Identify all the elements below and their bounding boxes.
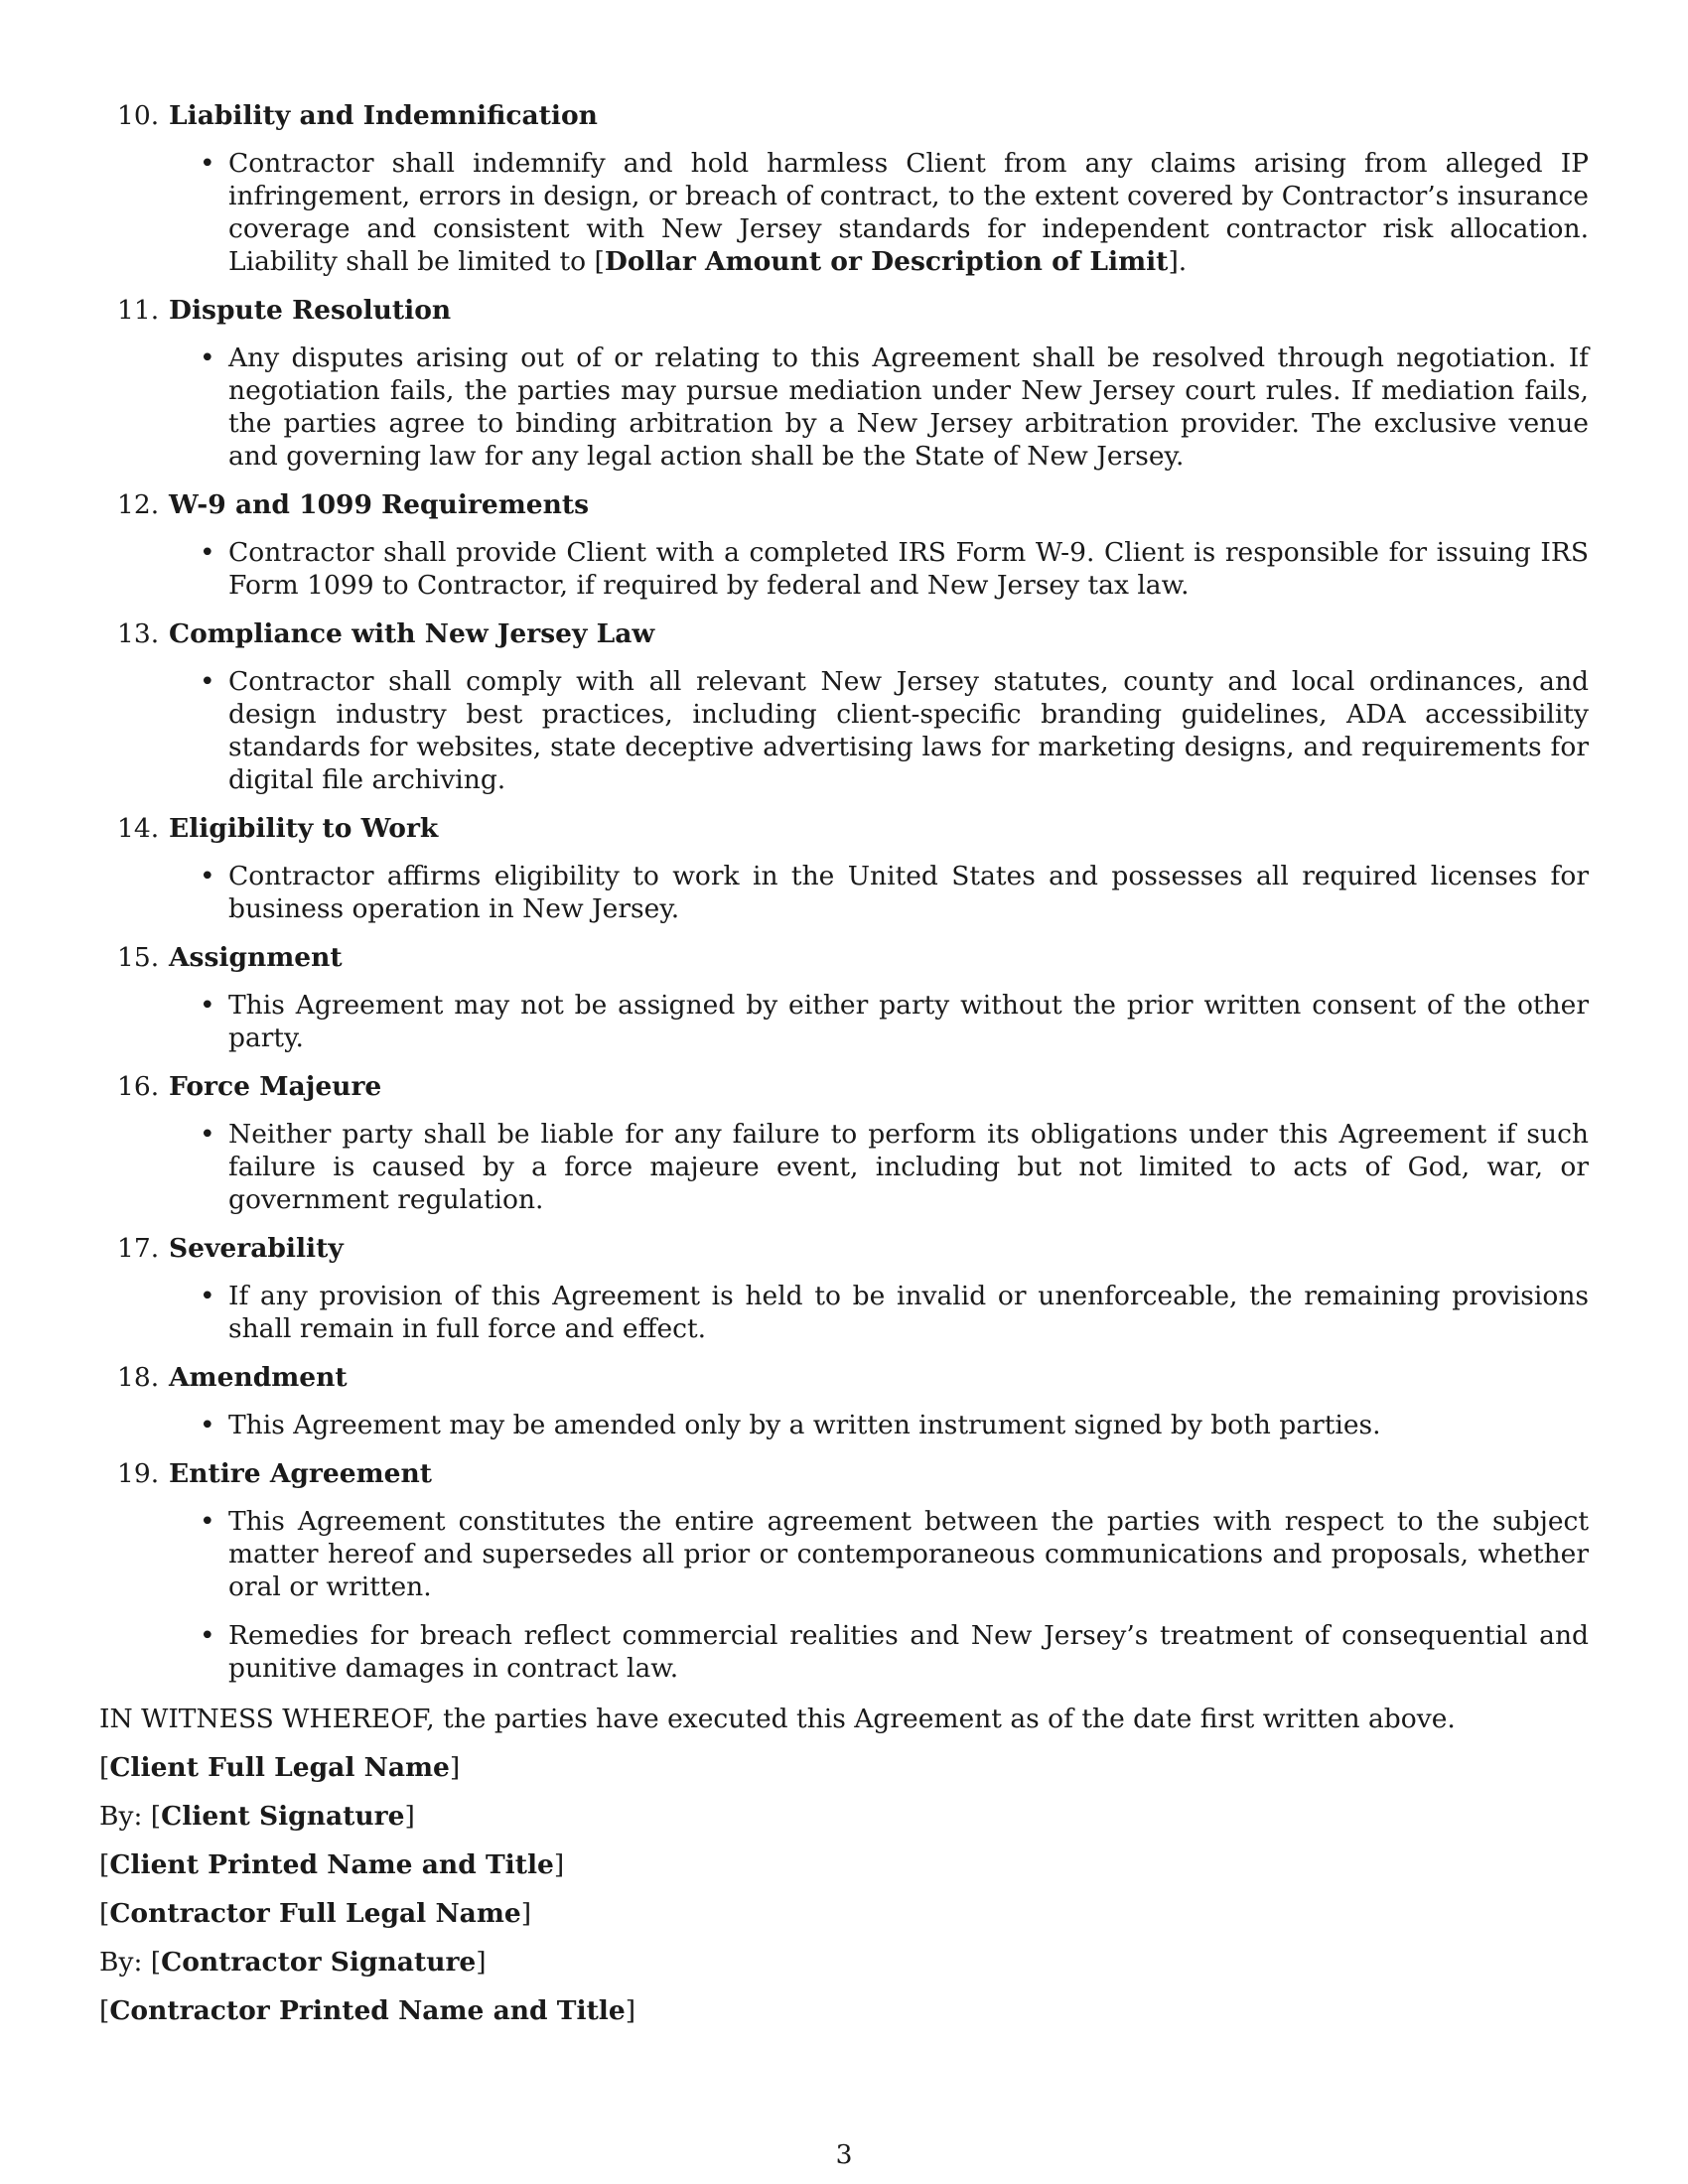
section-number: 15.	[117, 942, 160, 973]
bullet-icon: •	[200, 1281, 215, 1311]
bullet-text: Contractor shall comply with all relevant New Jersey statutes, county and local ordinances, and design industry best practices, including client-specific branding guidelines, ADA accessibility standards for websites, state deceptive advertising laws for marketing designs, and requirements for digital file archiving.	[228, 666, 1589, 795]
section	[99, 617, 1589, 796]
signature-suffix: ]	[476, 1947, 487, 1978]
bullet-icon: •	[200, 537, 215, 568]
bullet-text: Remedies for breach reflect commercial realities and New Jersey’s treatment of consequential and punitive damages in contract law.	[228, 1620, 1589, 1684]
section	[99, 1070, 1589, 1216]
bullet-item	[99, 860, 1589, 925]
bullet-item	[99, 341, 1589, 473]
signature-line	[99, 1751, 1589, 1784]
signature-placeholder: Contractor Signature	[161, 1947, 477, 1978]
bullet-list	[99, 1505, 1589, 1685]
bullet-icon: •	[200, 148, 215, 179]
signature-suffix: ]	[553, 1849, 565, 1880]
signature-placeholder: Client Full Legal Name	[109, 1752, 450, 1783]
bullet-list	[99, 1409, 1589, 1441]
signature-placeholder: Client Printed Name and Title	[109, 1849, 554, 1880]
section-title: Compliance with New Jersey Law	[169, 618, 655, 649]
section-title: Severability	[169, 1233, 344, 1264]
signature-line	[99, 1800, 1589, 1833]
bullet-list	[99, 860, 1589, 925]
bullet-icon: •	[200, 1620, 215, 1651]
bullet-list	[99, 1118, 1589, 1216]
bullet-list	[99, 1280, 1589, 1345]
section	[99, 294, 1589, 473]
signature-prefix: By: [	[99, 1947, 162, 1978]
bullet-text: Neither party shall be liable for any failure to perform its obligations under this Agreement if such failure is caused by a force majeure event, including but not limited to acts of God, war, or government regulation.	[228, 1119, 1589, 1215]
section-number: 14.	[117, 813, 160, 844]
section-heading	[99, 1232, 1589, 1265]
bullet-text-suffix: ].	[1168, 246, 1188, 277]
section	[99, 941, 1589, 1054]
bullet-list	[99, 989, 1589, 1054]
signature-prefix: [	[99, 1898, 110, 1929]
section-heading	[99, 99, 1589, 132]
bullet-item	[99, 536, 1589, 602]
bullet-item	[99, 1619, 1589, 1685]
section-heading	[99, 488, 1589, 521]
signature-suffix: ]	[520, 1898, 532, 1929]
bullet-icon: •	[200, 666, 215, 697]
signature-placeholder: Client Signature	[161, 1801, 405, 1832]
page-number: 3	[835, 2139, 853, 2170]
section-number: 11.	[117, 295, 160, 326]
section	[99, 99, 1589, 278]
bullet-list	[99, 665, 1589, 796]
section	[99, 1232, 1589, 1345]
bullet-text: Any disputes arising out of or relating to this Agreement shall be resolved through negotiation. If negotiation fails, the parties may pursue mediation under New Jersey court rules. If mediation fails, the parties agree to binding arbitration by a New Jersey arbitration provider. The exclusive venue and governing law for any legal action shall be the State of New Jersey.	[228, 342, 1589, 472]
document-page	[99, 99, 1589, 2043]
signature-block	[99, 1751, 1589, 2027]
signature-prefix: [	[99, 1849, 110, 1880]
bullet-text: Contractor shall provide Client with a completed IRS Form W-9. Client is responsible for issuing IRS Form 1099 to Contractor, if required by federal and New Jersey tax law.	[228, 537, 1589, 601]
bullet-icon: •	[200, 1119, 215, 1150]
signature-placeholder: Contractor Full Legal Name	[109, 1898, 521, 1929]
section-title: Entire Agreement	[169, 1458, 432, 1489]
section-heading	[99, 1070, 1589, 1103]
section-number: 17.	[117, 1233, 160, 1264]
bullet-icon: •	[200, 1506, 215, 1537]
bullet-item	[99, 665, 1589, 796]
bullet-item	[99, 989, 1589, 1054]
section	[99, 1361, 1589, 1441]
signature-line	[99, 1848, 1589, 1881]
bullet-icon: •	[200, 990, 215, 1021]
section-heading	[99, 1457, 1589, 1490]
bullet-text: Contractor affirms eligibility to work in the United States and possesses all required licenses for business operation in New Jersey.	[228, 861, 1589, 924]
section-number: 19.	[117, 1458, 160, 1489]
bullet-list	[99, 147, 1589, 278]
signature-prefix: [	[99, 1752, 110, 1783]
bullet-text: This Agreement may not be assigned by either party without the prior written consent of the other party.	[228, 990, 1589, 1053]
section-title: Force Majeure	[169, 1071, 382, 1102]
signature-line	[99, 1946, 1589, 1979]
section-heading	[99, 1361, 1589, 1394]
bullet-icon: •	[200, 1410, 215, 1440]
bullet-item	[99, 1118, 1589, 1216]
section-title: Dispute Resolution	[169, 295, 452, 326]
signature-suffix: ]	[404, 1801, 415, 1832]
bullet-text: This Agreement may be amended only by a written instrument signed by both parties.	[228, 1410, 1381, 1440]
section-heading	[99, 617, 1589, 650]
signature-line	[99, 1897, 1589, 1930]
section	[99, 1457, 1589, 1685]
sections-list	[99, 99, 1589, 1685]
signature-suffix: ]	[625, 1995, 636, 2026]
bullet-list	[99, 341, 1589, 473]
section	[99, 812, 1589, 925]
bullet-icon: •	[200, 342, 215, 373]
signature-line	[99, 1994, 1589, 2027]
signature-prefix: [	[99, 1995, 110, 2026]
section-title: W-9 and 1099 Requirements	[169, 489, 590, 520]
section-number: 18.	[117, 1362, 160, 1393]
signature-suffix: ]	[449, 1752, 461, 1783]
section-heading	[99, 294, 1589, 327]
section-number: 10.	[117, 100, 160, 131]
bullet-item	[99, 147, 1589, 278]
bullet-text: This Agreement constitutes the entire agreement between the parties with respect to the subject matter hereof and supersedes all prior or contemporaneous communications and proposals, whether oral or written.	[228, 1506, 1589, 1602]
section-title: Liability and Indemnification	[169, 100, 598, 131]
bullet-list	[99, 536, 1589, 602]
section-title: Eligibility to Work	[169, 813, 439, 844]
bullet-item	[99, 1280, 1589, 1345]
bullet-text: If any provision of this Agreement is held to be invalid or unenforceable, the remaining provisions shall remain in full force and effect.	[228, 1281, 1589, 1344]
section-title: Amendment	[169, 1362, 348, 1393]
signature-prefix: By: [	[99, 1801, 162, 1832]
section-heading	[99, 941, 1589, 974]
bullet-text: Contractor shall indemnify and hold harmless Client from any claims arising from alleged IP infringement, errors in design, or breach of contract, to the extent covered by Contractor’s insurance coverage and consistent with New Jersey standards for independent contractor risk allocation. Liability shall be limited to [	[228, 148, 1589, 277]
section-heading	[99, 812, 1589, 845]
bullet-bold-text: Dollar Amount or Description of Limit	[604, 246, 1169, 277]
bullet-item	[99, 1409, 1589, 1441]
section-number: 16.	[117, 1071, 160, 1102]
bullet-item	[99, 1505, 1589, 1603]
section-number: 13.	[117, 618, 160, 649]
signature-placeholder: Contractor Printed Name and Title	[109, 1995, 626, 2026]
bullet-icon: •	[200, 861, 215, 891]
witness-clause: IN WITNESS WHEREOF, the parties have executed this Agreement as of the date first written above.	[99, 1704, 1456, 1734]
section-number: 12.	[117, 489, 160, 520]
section-title: Assignment	[169, 942, 343, 973]
section	[99, 488, 1589, 602]
